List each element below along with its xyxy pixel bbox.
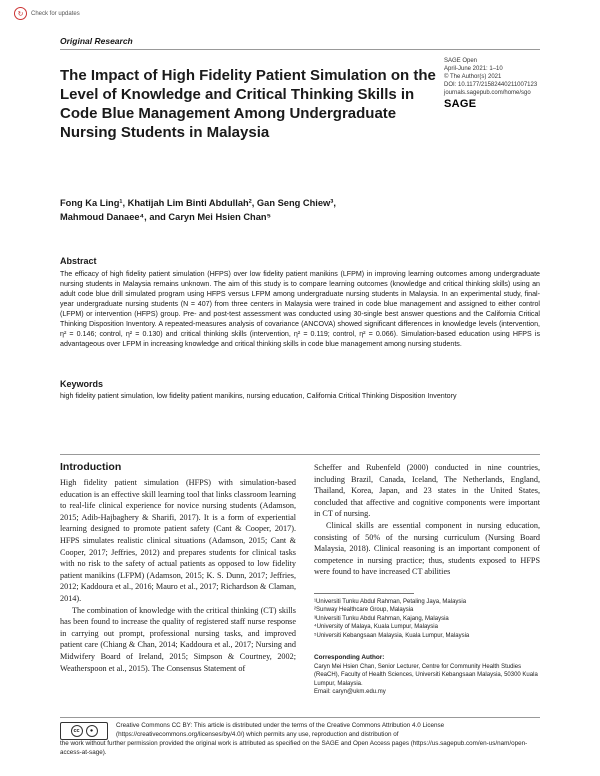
authors-line-2: Mahmoud Danaee⁴, and Caryn Mei Hsien Chan⁵: [60, 212, 271, 222]
body-column-left: [60, 477, 296, 674]
footer-divider: [60, 717, 540, 718]
journal-meta: [444, 57, 554, 97]
body-column-right: [314, 462, 540, 578]
journal-url[interactable]: journals.sagepub.com/home/sgo: [444, 90, 531, 96]
header-divider: [60, 49, 540, 50]
license-text-line-2: the work without further permission provided the original work is attributed as specified on the SAGE and Open Access pages (https://us.sagepub.com/en-us/nam/open-access-at-sage).: [60, 740, 528, 756]
affiliations: [314, 598, 540, 640]
footnote-divider: [314, 593, 414, 594]
intro-paragraph-1: High fidelity patient simulation (HFPS) with simulation-based education is an effective skill learning tool that links classroom learning to real-life clinical experience for novice nursing students (Adamson, 2015; Adib-Hajbaghery & Sharifi, 2017). It is a form of experiential learning designed to promote patient safety (Cant & Cooper, 2017). HFPS simulates realistic clinical situations (Adamson, 2015; Cant & Cooper, 2017; Jeffries, 2012) and prepares students for clinical tasks with no risk to the safety of actual patients as opposed to low fidelity patient manikins (LFPM) (Adamson, 2015; K. S. Dunn, 2017; Jeffries, 2012; Kaddoura et al., 2016; Mauro et al., 2017; Richardson & Claman, 2014).: [60, 478, 296, 603]
introduction-heading: Introduction: [60, 461, 122, 473]
intro-paragraph-4: Clinical skills are essential component in nursing education, consisting of 50% of the nursing curriculum (Nursing Board Malaysia, 2018). Clinical reasoning is an important component of competence in nursing practice; thus, students exposed to HFPS were found to have increased CT abilities: [314, 520, 540, 577]
author-list: [60, 196, 500, 224]
journal-issue: April-June 2021: 1–10: [444, 66, 503, 72]
keywords-text: high fidelity patient simulation, low fidelity patient manikins, nursing education, California Critical Thinking Disposition Inventory: [60, 392, 457, 400]
corresponding-author-heading: Corresponding Author:: [314, 654, 385, 661]
person-icon: ●: [86, 725, 98, 737]
affiliation-item: ⁴University of Malaya, Kuala Lumpur, Malaysia: [314, 624, 438, 631]
affiliation-item: ¹Universiti Tunku Abdul Rahman, Petaling Jaya, Malaysia: [314, 599, 467, 605]
journal-name: SAGE Open: [444, 58, 478, 64]
intro-paragraph-2: The combination of knowledge with the critical thinking (CT) skills has been found to increase the quality of registered staff nurse response in carrying out prompt, professional nursing tasks, and improved patient care (Chiang & Chan, 2014; Kaddoura et al., 2017; Nursing and Midwifery Board of Ireland, 2015; Simpson & Courtney, 2002; Weatherspoon et al., 2015). The Consensus Statement of: [60, 605, 296, 673]
article-category: Original Research: [60, 36, 133, 46]
affiliation-item: ⁵Universiti Kebangsaan Malaysia, Kuala Lumpur, Malaysia: [314, 632, 470, 639]
authors-line-1: Fong Ka Ling¹, Khatijah Lim Binti Abdullah², Gan Seng Chiew³,: [60, 198, 336, 208]
abstract-heading: Abstract: [60, 256, 97, 266]
abstract-text: The efficacy of high fidelity patient simulation (HFPS) over low fidelity patient manikins (LFPM) in improving learning outcomes among undergraduate nursing students in Malaysia remains unknown. The aim of this study is to compare learning outcomes (knowledge and critical thinking skills) using an adult code blue drill simulated program using HFPS versus LFPM among undergraduate nursing students in Malaysia. In an experimental study, final-year undergraduate nursing students (N = 407) from three centers in Malaysia were trained in code blue management and assigned to either control (LFPM) or intervention (HFPS) group. Pre- and post-test assessment was conducted using 30-single best answer questions and the California Critical Thinking Disposition Inventory. A repeated-measures analysis of covariance (ANCOVA) showed significant differences in knowledge levels (intervention, η² = 0.146; control, η² = 0.130) and critical thinking skills (intervention, η² = 0.119; control, η² = 0.066). Simulation-based education using HFPS is advantageous over LFPM in increasing knowledge and critical thinking skills in code blue management among nursing students.: [60, 270, 540, 348]
corresponding-author: [314, 663, 540, 697]
copyright: © The Author(s) 2021: [444, 74, 502, 80]
sage-logo: SAGE: [444, 98, 477, 110]
keywords-heading: Keywords: [60, 379, 104, 389]
section-divider: [60, 454, 540, 455]
refresh-icon: ↻: [14, 7, 27, 20]
intro-paragraph-3: Scheffer and Rubenfeld (2000) conducted in nine countries, including Brazil, Canada, Iceland, The Netherlands, England, Thailand, Korea, Japan, and 23 states in the United States, concluded that affective and cognitive components were important in CT of nursing.: [314, 463, 540, 519]
affiliation-item: ³Universiti Tunku Abdul Rahman, Kajang, Malaysia: [314, 615, 449, 622]
cc-icon: cc: [71, 725, 83, 737]
cc-by-license-badge[interactable]: [60, 722, 108, 740]
affiliation-item: ²Sunway Healthcare Group, Malaysia: [314, 607, 414, 614]
corresponding-author-text: Caryn Mei Hsien Chan, Senior Lecturer, Centre for Community Health Studies (ReaCH), Faculty of Health Sciences, Universiti Kebangsaan Malaysia, 50300 Kuala Lumpur, Malaysia.: [314, 664, 538, 687]
article-title: The Impact of High Fidelity Patient Simulation on the Level of Knowledge and Critical Thinking Skills in Code Blue Management Among Undergraduate Nursing Students in Malaysia: [60, 67, 436, 141]
corresponding-author-email[interactable]: Email: caryn@ukm.edu.my: [314, 689, 386, 696]
check-updates-label: Check for updates: [31, 10, 80, 17]
license-text-line-1: Creative Commons CC BY: This article is distributed under the terms of the Creative Commons Attribution 4.0 License (https://creativecommons.org/licenses/by/4.0/) which permits any use, reproduction and distribution of: [116, 722, 445, 738]
doi-link[interactable]: DOI: 10.1177/21582440211007123: [444, 82, 538, 88]
check-for-updates-badge[interactable]: [14, 7, 80, 20]
